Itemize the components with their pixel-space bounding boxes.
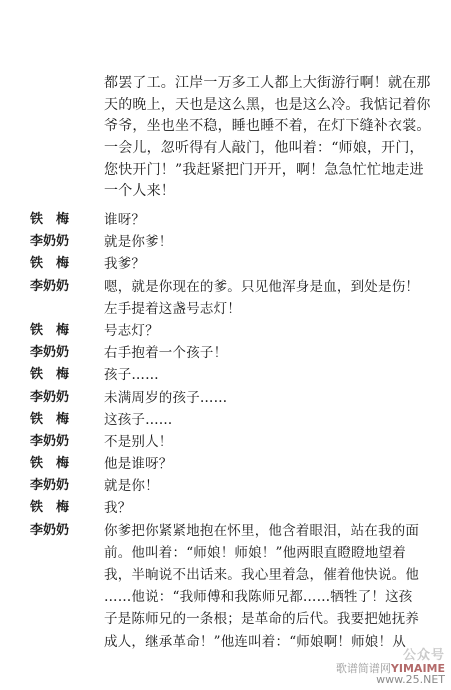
speaker-name: 铁 梅	[30, 256, 70, 272]
speech-line: 我，半晌说不出话来。我心里着急，催着他快说。他	[104, 567, 420, 583]
speech-text	[104, 497, 435, 519]
speaker-name: 铁 梅	[30, 411, 70, 427]
watermark-top: 公众号	[402, 648, 445, 664]
intro-paragraph	[104, 73, 434, 203]
watermark-suffix: www.25.NET	[376, 673, 445, 687]
speech-line: ……他说：“我师傅和我陈师兄都……牺牲了！这孩	[104, 589, 413, 606]
speech-line: 就是你！	[104, 478, 159, 495]
speaker-name: 铁 梅	[30, 367, 70, 383]
speaker-name: 李奶奶	[30, 234, 70, 250]
speaker-name: 铁 梅	[30, 500, 70, 516]
speaker-name: 李奶奶	[30, 478, 70, 494]
speech-text	[104, 387, 435, 409]
speech-text	[104, 475, 435, 497]
speaker-name: 李奶奶	[30, 345, 70, 361]
speech-text	[104, 320, 435, 342]
dialogue-entry	[30, 409, 435, 431]
speech-line: 这孩子……	[104, 411, 173, 428]
dialogue-entry	[30, 231, 435, 253]
speaker-name: 李奶奶	[30, 389, 70, 405]
dialogue-list	[30, 209, 435, 653]
speaker-name: 李奶奶	[30, 278, 70, 294]
speech-text	[104, 209, 435, 231]
speech-line: 他是谁呀？	[104, 456, 173, 473]
speech-line: 我爹？	[104, 256, 146, 273]
speech-line: 号志灯？	[104, 322, 159, 339]
watermark	[336, 649, 445, 686]
speech-text	[104, 231, 435, 253]
speech-line: 前。他叫着：“师娘！师娘！”他两眼直瞪瞪地望着	[104, 544, 406, 561]
dialogue-entry	[30, 453, 435, 475]
speech-line: 成人，继承革命！”他连叫着：“师娘啊！师娘！从	[104, 633, 406, 650]
dialogue-entry	[30, 431, 435, 453]
dialogue-entry	[30, 497, 435, 519]
speech-line: 你爹把你紧紧地抱在怀里，他含着眼泪，站在我的面	[104, 522, 420, 539]
speech-text	[104, 276, 435, 320]
paragraph-line: 爷爷，坐也坐不稳，睡也睡不着，在灯下缝补衣裳。	[104, 118, 431, 135]
speaker-name: 铁 梅	[30, 456, 70, 472]
dialogue-entry	[30, 320, 435, 342]
speech-line: 谁呀？	[104, 212, 146, 228]
speech-line: 未满周岁的孩子……	[104, 389, 228, 406]
speech-line: 就是你爹！	[104, 234, 173, 251]
paragraph-line: 都罢了工。江岸一万多工人都上大街游行啊！就在那	[104, 75, 431, 91]
speaker-name: 铁 梅	[30, 212, 70, 227]
paragraph-line: 天的晚上，天也是这么黑，也是这么冷。我惦记着你	[104, 96, 431, 113]
speech-text	[104, 253, 435, 275]
dialogue-entry	[30, 253, 435, 275]
dialogue-entry	[30, 387, 435, 409]
dialogue-entry	[30, 342, 435, 364]
paragraph-line: 您快开门！”我赶紧把门开开，啊！急急忙忙地走进	[104, 161, 424, 178]
paragraph-line: 一会儿，忽听得有人敲门，他叫着：“师娘，开门，	[104, 140, 424, 157]
speech-line: 右手抱着一个孩子！	[104, 345, 228, 362]
dialogue-entry	[30, 475, 435, 497]
speaker-name: 铁 梅	[30, 322, 70, 338]
speech-line: 嗯，就是你现在的爹。只见他浑身是血，到处是伤！	[104, 278, 420, 295]
speaker-name: 李奶奶	[30, 522, 70, 538]
speech-text	[104, 364, 435, 386]
watermark-bottom	[336, 663, 445, 686]
dialogue-entry	[30, 364, 435, 386]
dialogue-entry	[30, 209, 435, 231]
dialogue-entry	[30, 276, 435, 320]
dialogue-entry	[30, 520, 435, 653]
speech-line: 子是陈师兄的一条根；是革命的后代。我要把她抚养	[104, 611, 420, 628]
paragraph-line: 一个人来！	[104, 183, 175, 200]
speech-text	[104, 409, 435, 431]
watermark-site: YIMAIME	[390, 661, 445, 675]
speech-line: 左手提着这盏号志灯！	[104, 300, 241, 317]
speech-text	[104, 431, 435, 453]
speech-line: 孩子……	[104, 367, 159, 384]
speech-line: 我？	[104, 500, 132, 517]
speech-line: 不是别人！	[104, 433, 173, 450]
speech-text	[104, 453, 435, 475]
watermark-prefix: 歌谱简谱网	[335, 661, 391, 675]
speech-text	[104, 342, 435, 364]
speech-text	[104, 520, 435, 653]
speaker-name: 李奶奶	[30, 433, 70, 449]
